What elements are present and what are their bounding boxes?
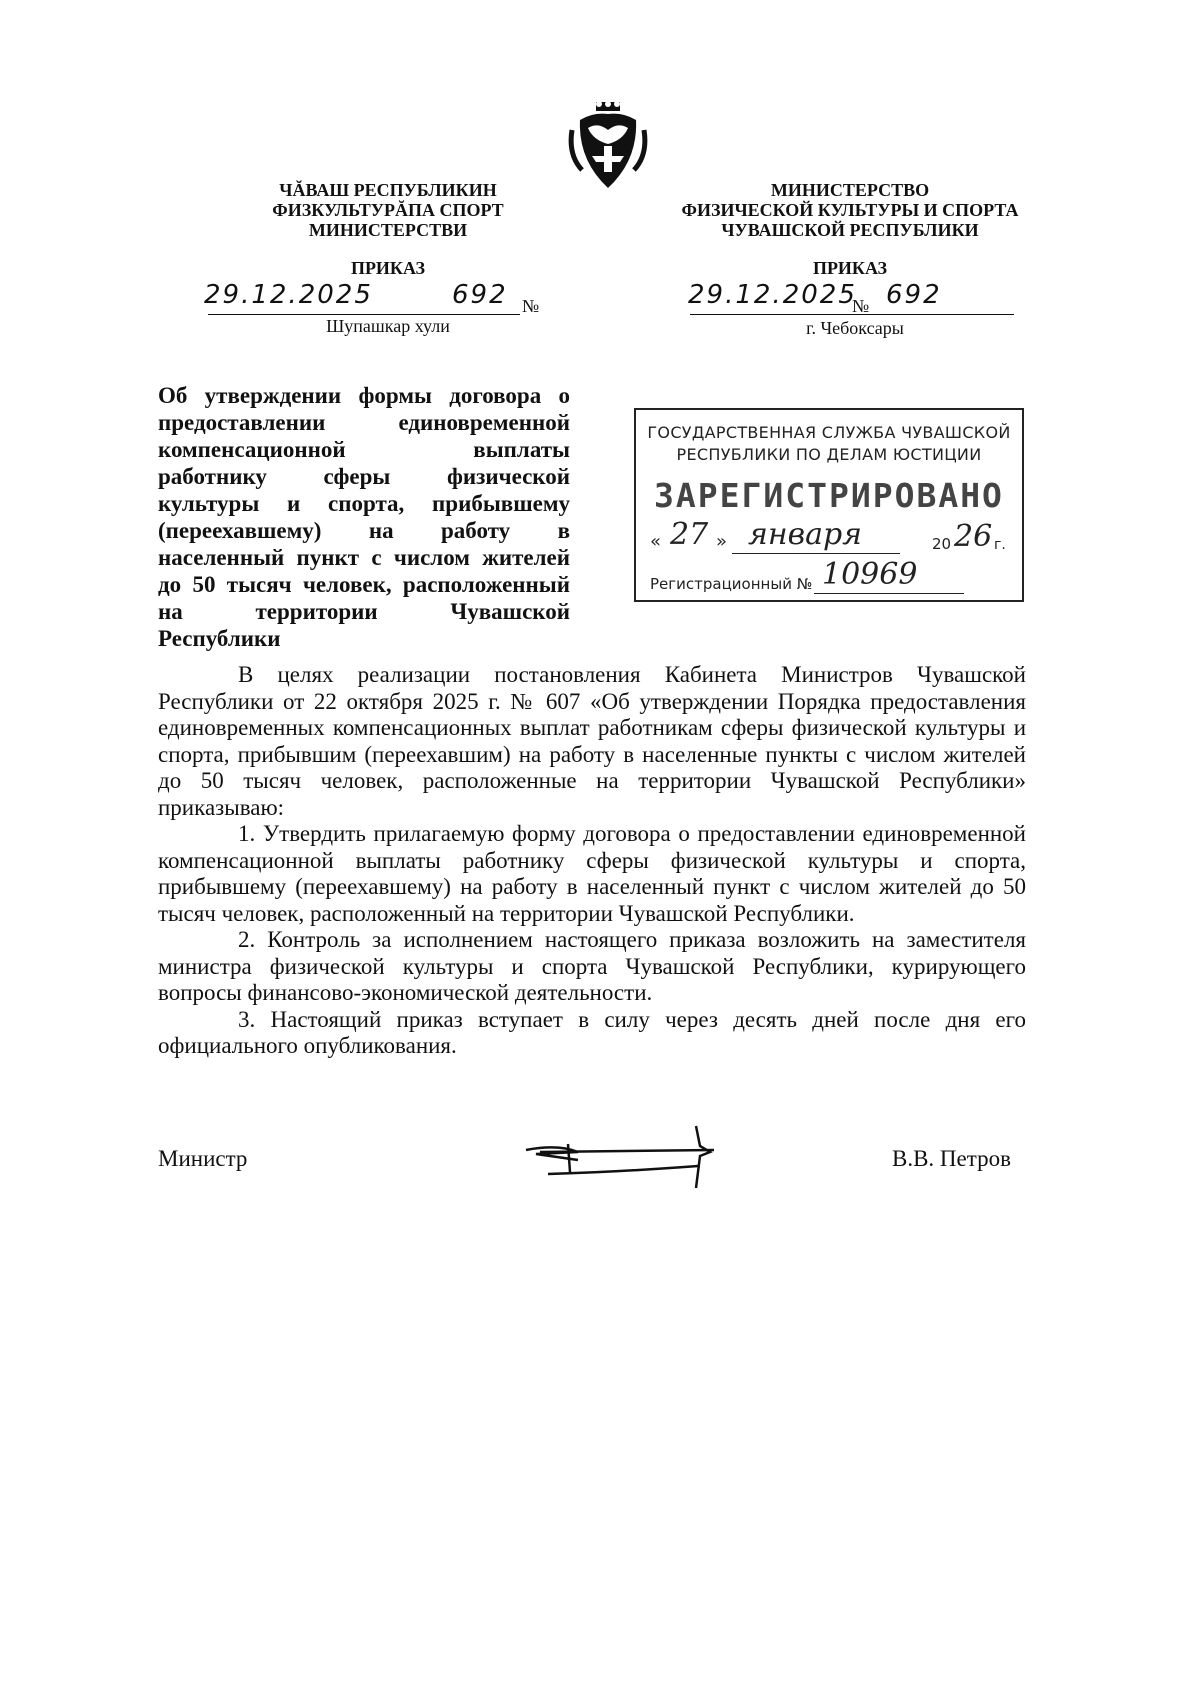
stamp-line2: РЕСПУБЛИКИ ПО ДЕЛАМ ЮСТИЦИИ bbox=[676, 445, 982, 464]
title-line: до 50 тысяч человек, расположенный bbox=[158, 572, 570, 597]
title-line: населенный пункт с числом жителей bbox=[158, 545, 570, 570]
right-header-line3: ЧУВАШСКОЙ РЕСПУБЛИКИ bbox=[721, 220, 979, 240]
signer-name: В.В. Петров bbox=[892, 1146, 1011, 1171]
coat-of-arms-icon bbox=[568, 100, 648, 192]
right-date-handwritten: 29.12.2025 bbox=[688, 280, 857, 310]
title-line: работнику сферы физической bbox=[158, 464, 570, 489]
left-number-handwritten: 692 bbox=[452, 280, 508, 310]
stamp-line1: ГОСУДАРСТВЕННАЯ СЛУЖБА ЧУВАШСКОЙ bbox=[647, 423, 1011, 442]
left-header-line3: МИНИСТЕРСТВИ bbox=[308, 220, 468, 240]
body-item-3: 3. Настоящий приказ вступает в силу через десять дней после дня его официального опубликования. bbox=[158, 1006, 1026, 1058]
left-header-line2: ФИЗКУЛЬТУРĂПА СПОРТ bbox=[272, 200, 504, 220]
stamp-quote-close: » bbox=[716, 531, 728, 552]
right-header-line1: МИНИСТЕРСТВО bbox=[770, 180, 930, 200]
stamp-year-prefix: 20 bbox=[932, 535, 952, 553]
stamp-month: января bbox=[748, 517, 863, 552]
registration-stamp bbox=[634, 408, 1024, 602]
right-header bbox=[680, 180, 1020, 240]
right-city: г. Чебоксары bbox=[806, 318, 904, 338]
stamp-reg-row bbox=[636, 557, 1022, 597]
title-line: культуры и спорта, прибывшему bbox=[158, 491, 570, 516]
left-order-word: ПРИКАЗ bbox=[350, 258, 426, 278]
right-number-handwritten: 692 bbox=[886, 280, 942, 310]
handwritten-signature bbox=[518, 1122, 728, 1192]
signer-position: Министр bbox=[158, 1146, 248, 1171]
right-number-sign: № bbox=[852, 296, 870, 316]
body-item-1: 1. Утвердить прилагаемую форму договора о предоставлении единовременной компенсационной выплаты работнику сферы физической культуры и спорта, прибывшему (переехавшему) на работу в населенный пункт с числом жителей до 50 тысяч человек, расположенный на территории Чувашской Республики. bbox=[158, 821, 1026, 926]
coat-of-arms-emblem bbox=[568, 100, 648, 192]
stamp-registered: ЗАРЕГИСТРИРОВАНО bbox=[654, 476, 1004, 515]
left-date-handwritten: 29.12.2025 bbox=[204, 280, 373, 310]
left-city: Шупашкар хули bbox=[326, 316, 450, 336]
left-number-sign: № bbox=[522, 296, 540, 316]
title-line: предоставлении единовременной bbox=[158, 410, 570, 435]
stamp-reg-label: Регистрационный № bbox=[650, 575, 813, 593]
document-body bbox=[158, 662, 1026, 1060]
body-item-2: 2. Контроль за исполнением настоящего приказа возложить на заместителя министра физической культуры и спорта Чувашской Республики, курирующего вопросы финансово-экономической деятельности. bbox=[158, 927, 1026, 1005]
title-line: Республики bbox=[158, 626, 281, 651]
stamp-reg-number: 10969 bbox=[822, 557, 918, 592]
title-line: (переехавшему) на работу в bbox=[158, 518, 570, 543]
stamp-year-suffix: 26 bbox=[954, 519, 993, 554]
document-title bbox=[158, 382, 570, 652]
left-header bbox=[238, 180, 538, 240]
stamp-date-row bbox=[636, 517, 1022, 561]
title-line: на территории Чувашской bbox=[158, 599, 570, 624]
body-intro: В целях реализации постановления Кабинета Министров Чувашской Республики от 22 октября 2025 г. № 607 «Об утверждении Порядка предоставления единовременных компенсационных выплат работникам сферы физической культуры и спорта, прибывшим (переехавшим) на работу в населенные пункты с числом жителей до 50 тысяч человек, расположенные на территории Чувашской Республики» приказываю: bbox=[158, 662, 1026, 820]
title-line: компенсационной выплаты bbox=[158, 437, 570, 462]
title-line: Об утверждении формы договора о bbox=[158, 383, 570, 408]
stamp-quote-open: « bbox=[650, 531, 662, 552]
right-header-line2: ФИЗИЧЕСКОЙ КУЛЬТУРЫ И СПОРТА bbox=[681, 200, 1019, 220]
stamp-day: 27 bbox=[670, 517, 709, 552]
left-header-line1: ЧĂВАШ РЕСПУБЛИКИН bbox=[279, 180, 497, 200]
stamp-year-g: г. bbox=[994, 537, 1006, 553]
right-order-word: ПРИКАЗ bbox=[812, 258, 888, 278]
